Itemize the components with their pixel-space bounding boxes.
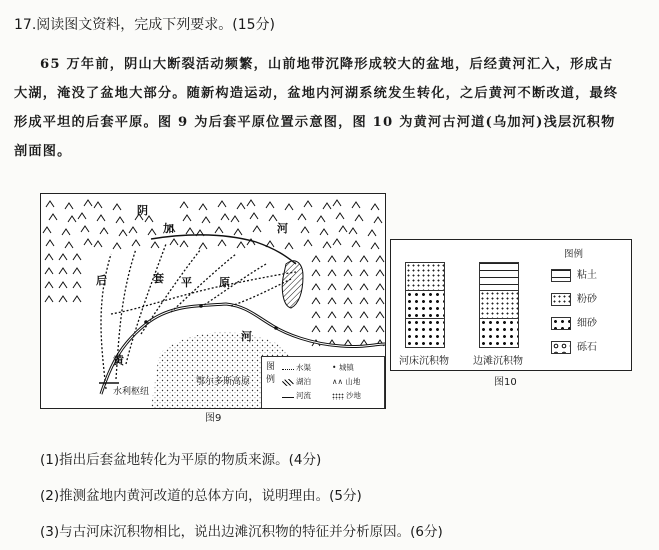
layer-silt: [406, 263, 444, 291]
mountain-mark: [328, 256, 336, 262]
legend-item-mountain: ∧∧ 山地: [332, 377, 361, 386]
mountain-mark: [323, 242, 331, 248]
mountain-mark: [352, 241, 360, 247]
mountain-mark: [352, 202, 360, 208]
mountain-mark: [285, 243, 293, 249]
mountain-mark: [376, 298, 384, 304]
mountain-mark: [376, 326, 384, 332]
mountain-mark: [237, 203, 245, 209]
mountain-mark: [113, 243, 121, 249]
mountain-mark: [304, 201, 312, 207]
mountain-mark: [301, 227, 309, 233]
mountain-mark: [221, 214, 229, 220]
mountain-mark: [81, 226, 89, 232]
mountain-mark: [374, 217, 382, 223]
legend-fine-sand: 细砂: [551, 314, 597, 330]
mountain-mark: [43, 227, 51, 233]
paragraph-line: 剖面图。: [14, 144, 72, 159]
paragraph-line: 65 万年前，阴山大断裂活动频繁，山前地带沉降形成较大的盆地，后经黄河汇入，形成古: [40, 57, 614, 72]
silt-swatch: [551, 293, 571, 306]
figure9-caption: 图9: [205, 413, 222, 424]
paragraph-line: 大湖，淹没了盆地大部分。随新构造运动，盆地内河湖系统发生转化，之后黄河不断改道，最终: [14, 86, 619, 101]
mountain-mark: [180, 241, 188, 247]
mountain-mark: [328, 270, 336, 276]
legend-silt: 粉砂: [551, 290, 597, 306]
mountain-mark: [312, 284, 320, 290]
mountain-mark: [323, 203, 331, 209]
mountain-mark: [376, 270, 384, 276]
mountain-mark: [231, 216, 239, 222]
mountain-mark: [215, 227, 223, 233]
mountain-mark: [199, 243, 207, 249]
mountain-mark: [45, 296, 53, 302]
lake: [282, 261, 303, 308]
mountain-mark: [45, 282, 53, 288]
column-riverbed: [405, 262, 445, 348]
mountain-mark: [344, 298, 352, 304]
mountain-mark: [84, 239, 92, 245]
label-hou: 后: [96, 274, 107, 287]
mountain-mark: [78, 213, 86, 219]
mountain-mark: [170, 239, 178, 245]
column-label-riverbed: 河床沉积物: [399, 356, 449, 367]
sand-icon: [332, 393, 344, 400]
mountain-mark: [94, 202, 102, 208]
mountain-mark: [199, 204, 207, 210]
mountain-mark: [129, 227, 137, 233]
sub-question-2: (2)推测盆地内黄河改道的总体方向，说明理由。(5分): [40, 488, 362, 504]
mountain-mark: [320, 229, 328, 235]
mountain-mark: [266, 202, 274, 208]
mountain-mark: [360, 312, 368, 318]
mountain-mark: [328, 298, 336, 304]
legend-gravel: 砾石: [551, 338, 597, 354]
mountain-mark: [247, 200, 255, 206]
label-huang: 黄: [113, 354, 124, 367]
mountain-mark: [360, 270, 368, 276]
mountain-mark: [59, 254, 67, 260]
column-point-bar: [479, 262, 519, 348]
layer-clay: [480, 263, 518, 291]
mountain-mark: [46, 201, 54, 207]
mountain-mark: [59, 268, 67, 274]
mountain-mark: [360, 298, 368, 304]
town-icon: •: [332, 363, 337, 372]
gravel-swatch: [551, 341, 571, 354]
label-yuan: 原: [219, 276, 230, 289]
label-he-lower: 河: [241, 330, 252, 343]
figure10-caption: 图10: [494, 377, 517, 388]
legend-item-lake: 湖泊: [282, 376, 311, 387]
label-dam: 水利枢纽: [113, 387, 150, 397]
label-tao: 套: [153, 272, 164, 285]
canal-icon: [282, 369, 294, 370]
mountain-mark: [45, 268, 53, 274]
mountain-mark: [73, 268, 81, 274]
legend-clay: 粘土: [551, 266, 597, 282]
question-title: 17.阅读图文资料，完成下列要求。(15分): [14, 17, 276, 33]
mountain-mark: [73, 296, 81, 302]
question-paragraph: [14, 50, 644, 166]
mountain-mark: [312, 298, 320, 304]
layer-fine-sand: [406, 291, 444, 319]
mountain-mark: [73, 282, 81, 288]
mountain-mark: [360, 256, 368, 262]
legend-title: 图例: [266, 362, 276, 385]
mountain-mark: [94, 241, 102, 247]
label-he-upper: 河: [277, 222, 288, 235]
mountain-mark: [360, 326, 368, 332]
mountain-mark: [360, 284, 368, 290]
mountain-mark: [312, 312, 320, 318]
mountain-mark: [151, 242, 159, 248]
mountain-mark: [97, 215, 105, 221]
mountain-mark: [65, 203, 73, 209]
figure9-legend: [261, 356, 385, 409]
mountain-mark: [371, 243, 379, 249]
mountain-mark: [344, 312, 352, 318]
mountain-mark: [59, 282, 67, 288]
mountain-mark: [312, 256, 320, 262]
paragraph-line: 形成平坦的后套平原。图 9 为后套平原位置示意图，图 10 为黄河古河道(乌加河)浅层沉积物: [14, 115, 616, 130]
mountain-mark: [355, 215, 363, 221]
mountain-mark: [116, 217, 124, 223]
mountain-mark: [333, 239, 341, 245]
mountain-mark: [371, 204, 379, 210]
figure9-map: [40, 193, 386, 409]
sub-question-1: (1)指出后套盆地转化为平原的物质来源。(4分): [40, 452, 322, 468]
label-yin: 阴: [137, 204, 148, 217]
river-icon: [282, 397, 294, 398]
mountain-mark: [237, 242, 245, 248]
legend-item-river: 河流: [282, 390, 311, 401]
layer-fine-sand: [480, 319, 518, 347]
mountain-mark: [250, 213, 258, 219]
mountain-mark: [84, 200, 92, 206]
mountain-mark: [376, 256, 384, 262]
mountain-mark: [285, 204, 293, 210]
mountain-mark: [339, 226, 347, 232]
mountain-mark: [312, 326, 320, 332]
mountain-icon: ∧∧: [332, 377, 343, 386]
legend-item-sand: 沙地: [332, 390, 361, 401]
mountain-mark: [328, 284, 336, 290]
mountain-mark: [132, 240, 140, 246]
mountain-mark: [113, 204, 121, 210]
mountain-mark: [344, 284, 352, 290]
layer-silt: [480, 291, 518, 319]
mountain-mark: [186, 228, 194, 234]
mountain-mark: [344, 256, 352, 262]
mountain-mark: [336, 213, 344, 219]
mountain-mark: [349, 228, 357, 234]
label-ping: 平: [181, 276, 192, 289]
mountain-mark: [298, 214, 306, 220]
legend-item-town: • 城镇: [332, 363, 354, 372]
mountain-mark: [45, 254, 53, 260]
mountain-mark: [368, 230, 376, 236]
mountain-mark: [376, 312, 384, 318]
label-jia: 加: [163, 222, 174, 235]
mountain-mark: [65, 242, 73, 248]
mountain-mark: [304, 240, 312, 246]
mountain-mark: [73, 254, 81, 260]
mountain-mark: [46, 240, 54, 246]
mountain-mark: [119, 230, 127, 236]
mountain-mark: [344, 270, 352, 276]
mountain-mark: [218, 240, 226, 246]
mountain-mark: [180, 202, 188, 208]
mountain-mark: [49, 214, 57, 220]
figure10-legend-title: 图例: [564, 249, 584, 260]
lake-icon: [282, 379, 294, 386]
mountain-mark: [100, 228, 108, 234]
mountain-mark: [253, 226, 261, 232]
sub-question-3: (3)与古河床沉积物相比，说出边滩沉积物的特征并分析原因。(6分): [40, 524, 443, 540]
clay-swatch: [551, 269, 571, 282]
mountain-mark: [62, 229, 70, 235]
mountain-mark: [183, 215, 191, 221]
figure10-profile: [390, 239, 632, 371]
mountain-mark: [328, 312, 336, 318]
fine-sand-swatch: [551, 317, 571, 330]
mountain-mark: [333, 200, 341, 206]
mountain-mark: [59, 296, 67, 302]
mountain-mark: [269, 215, 277, 221]
mountain-mark: [376, 284, 384, 290]
mountain-mark: [344, 326, 352, 332]
mountain-mark: [148, 229, 156, 235]
wujia-river: [151, 235, 296, 264]
label-ordos: 鄂尔多斯高原: [196, 377, 251, 387]
mountain-mark: [202, 217, 210, 223]
layer-fine-sand: [406, 319, 444, 347]
mountain-mark: [312, 270, 320, 276]
mountain-mark: [234, 229, 242, 235]
mountain-mark: [317, 216, 325, 222]
mountain-mark: [218, 201, 226, 207]
mountain-mark: [68, 216, 76, 222]
column-label-point-bar: 边滩沉积物: [473, 356, 523, 367]
mountain-mark: [328, 326, 336, 332]
legend-item-canal: 水渠: [282, 362, 311, 373]
